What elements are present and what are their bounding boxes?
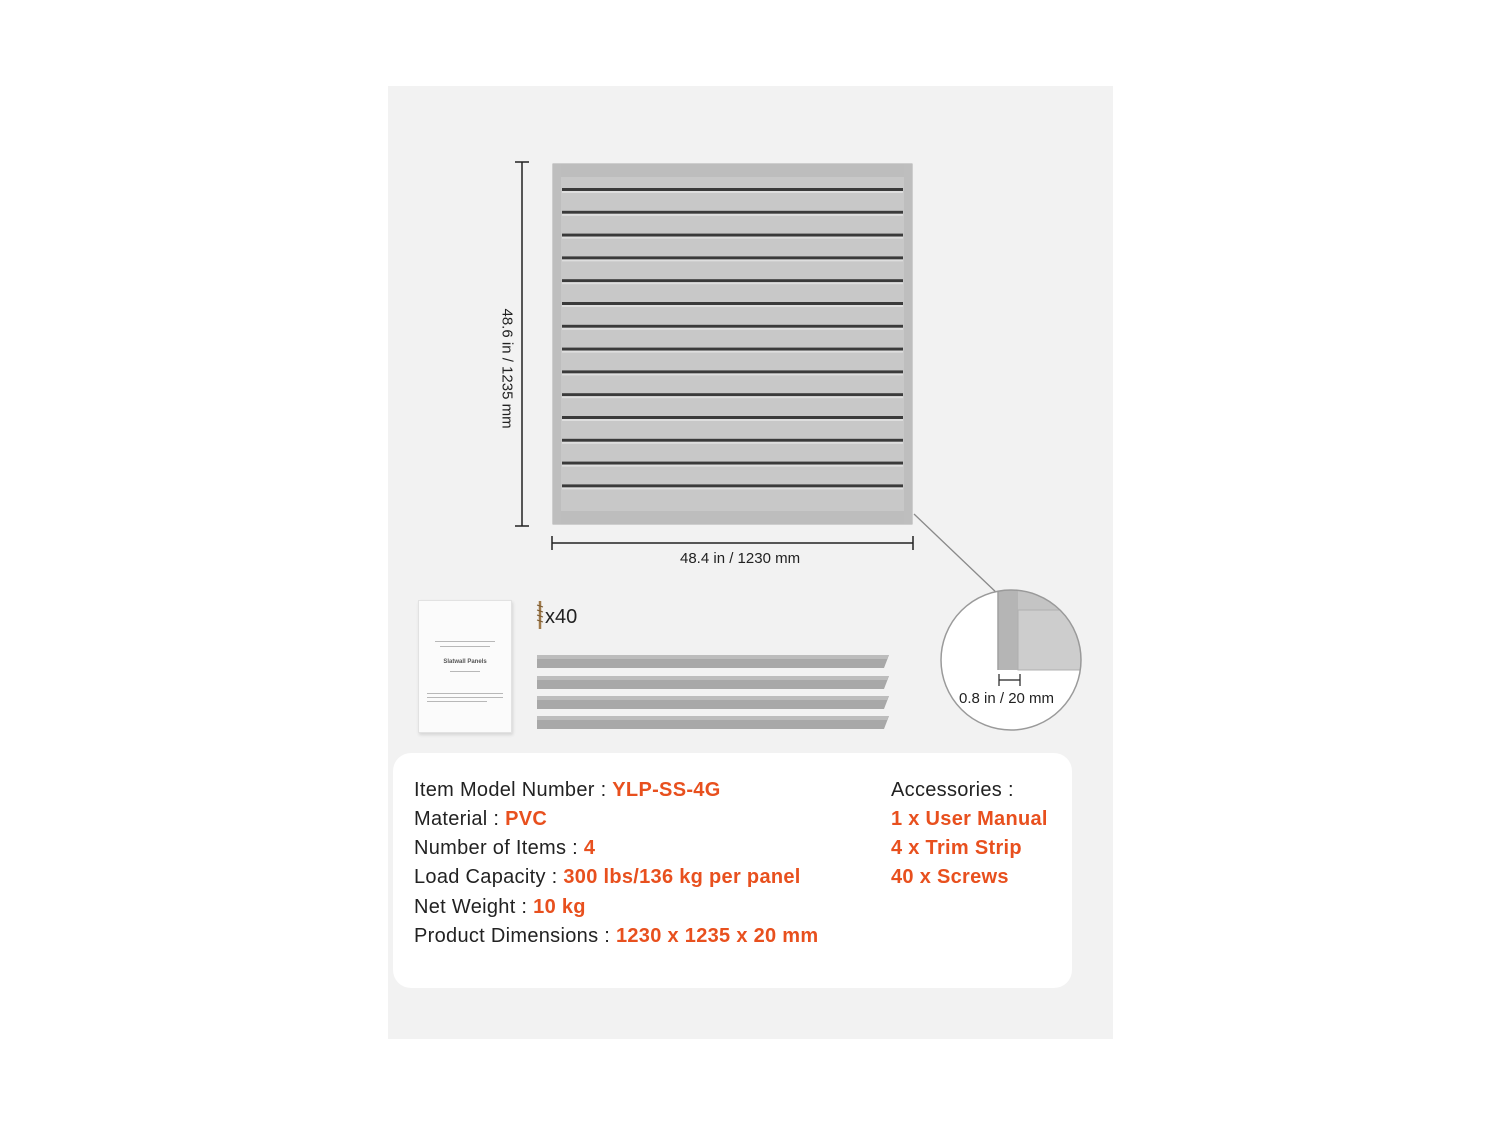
panel-slot-highlight: [562, 465, 903, 467]
height-dimension-label: 48.6 in / 1235 mm: [498, 308, 516, 429]
trim-strip: [537, 676, 889, 689]
callout-line: [914, 514, 1000, 596]
panel-slot-highlight: [562, 328, 903, 330]
trim-strip: [537, 655, 889, 668]
panel-slot: [562, 325, 903, 328]
panel-slot-highlight: [562, 419, 903, 421]
spec-material: Material : PVC: [414, 808, 548, 830]
panel-slot-highlight: [562, 259, 903, 261]
panel-slot-highlight: [562, 442, 903, 444]
panel-slot: [562, 279, 903, 282]
panel-slot: [562, 211, 903, 214]
panel-slot-highlight: [562, 351, 903, 353]
panel-slot: [562, 302, 903, 305]
edge-detail-circle: [941, 590, 1118, 730]
screw-icon: [537, 601, 543, 629]
panel-slot-highlight: [562, 396, 903, 398]
panel-slot: [562, 256, 903, 259]
panel-slot-highlight: [562, 191, 903, 193]
accessories-title: Accessories :: [891, 779, 1014, 801]
trim-strips: [537, 655, 889, 729]
accessory-user-manual: 1 x User Manual: [891, 808, 1048, 830]
width-dimension-label: 48.4 in / 1230 mm: [680, 550, 801, 567]
screw-count: x40: [545, 606, 578, 628]
panel-slot-highlight: [562, 214, 903, 216]
spec-net-weight: Net Weight : 10 kg: [414, 896, 586, 918]
trim-strip: [537, 696, 889, 709]
trim-strip: [537, 716, 889, 729]
panel-slot-highlight: [562, 237, 903, 239]
panel-slot: [562, 370, 903, 373]
accessory-trim-strip: 4 x Trim Strip: [891, 837, 1022, 859]
panel-slot-highlight: [562, 487, 903, 489]
panel-slot: [562, 348, 903, 351]
panel-slot: [562, 416, 903, 419]
user-manual-image: [418, 600, 512, 733]
slatwall-panel: [553, 164, 912, 524]
spec-model-number: Item Model Number : YLP-SS-4G: [414, 779, 721, 801]
panel-slot: [562, 188, 903, 191]
accessory-screws: 40 x Screws: [891, 866, 1009, 888]
panel-slot: [562, 393, 903, 396]
panel-slot-highlight: [562, 282, 903, 284]
spec-number-of-items: Number of Items : 4: [414, 837, 596, 859]
panel-slot-highlight: [562, 305, 903, 307]
spec-product-dimensions: Product Dimensions : 1230 x 1235 x 20 mm: [414, 925, 819, 947]
panel-slot: [562, 234, 903, 237]
panel-slot: [562, 439, 903, 442]
panel-slot: [562, 484, 903, 487]
panel-slot-highlight: [562, 373, 903, 375]
depth-dimension-label: 0.8 in / 20 mm: [959, 690, 1055, 707]
width-dimension-line: [552, 536, 913, 550]
panel-slot: [562, 462, 903, 465]
spec-load-capacity: Load Capacity : 300 lbs/136 kg per panel: [414, 866, 801, 888]
height-dimension-line: [515, 162, 529, 526]
manual-title: Slatwall Panels: [443, 659, 487, 665]
